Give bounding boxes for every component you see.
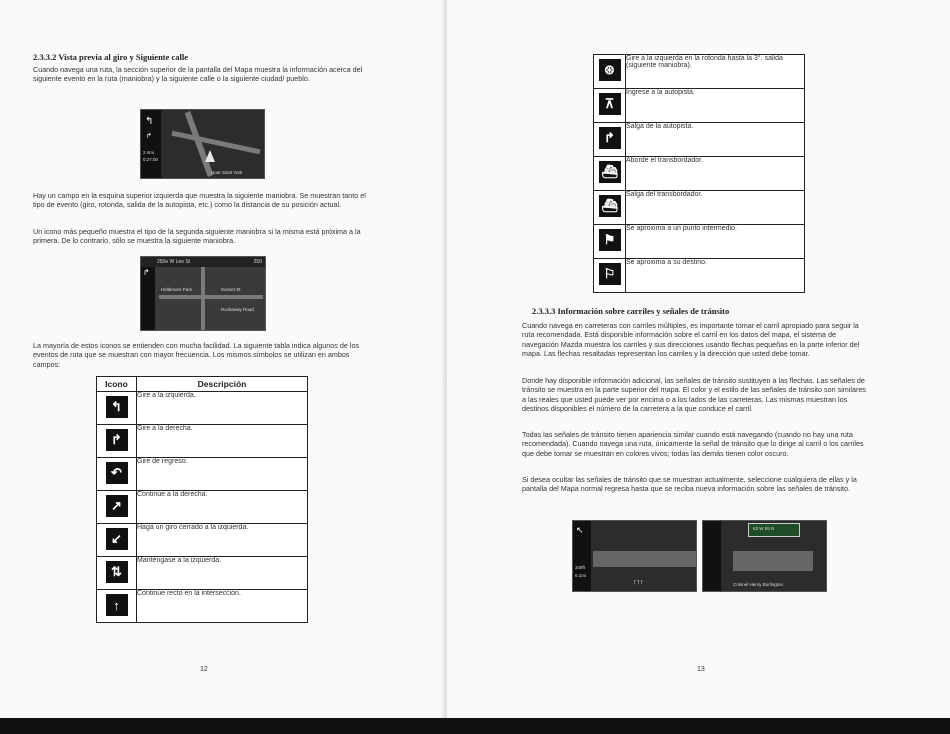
description-cell: Se aproxima a su destino.: [626, 259, 805, 293]
column-header-description: Descripción: [137, 377, 308, 392]
roundabout-icon: ⊛: [599, 59, 621, 81]
icon-cell: [97, 392, 137, 425]
book-edge-shadow: [0, 718, 950, 734]
left-page: [0, 0, 447, 718]
road: [733, 551, 813, 571]
turn-right-icon: ↱: [106, 429, 128, 451]
turn-right-icon: ↱: [143, 268, 150, 277]
time-readout: 0:27:00: [143, 157, 159, 162]
destination-flag-icon: ⚐: [599, 263, 621, 285]
traffic-sign-text: 63 W 65 N: [753, 526, 775, 531]
road: [159, 295, 263, 299]
table-row: [594, 157, 805, 191]
map-label: Hellemore Park: [161, 287, 193, 292]
description-cell: Continúe a la derecha.: [137, 491, 308, 524]
turn-left-icon: ↰: [106, 396, 128, 418]
road: [171, 131, 260, 155]
icon-cell: [594, 225, 626, 259]
street-label: Hoar Saint York: [211, 170, 243, 175]
map-screenshot-turn-preview: [140, 109, 265, 179]
icon-cell: [594, 55, 626, 89]
road: [201, 267, 205, 330]
description-cell: Aborde el transbordador.: [626, 157, 805, 191]
description-cell: Haga un giro cerrado a la izquierda.: [137, 524, 308, 557]
next-turn-icon: ↱: [146, 133, 152, 140]
road: [593, 551, 696, 567]
section-title: 2.3.3.2 Vista previa al giro y Siguiente calle: [33, 52, 189, 62]
right-page: [447, 0, 950, 718]
maneuver-icon-table-continued: [593, 54, 805, 293]
vehicle-arrow-icon: [205, 150, 215, 162]
page-number: 13: [697, 666, 705, 673]
icon-cell: [594, 89, 626, 123]
icon-cell: [594, 259, 626, 293]
table-row: [594, 123, 805, 157]
paragraph-hide-signs: Si desea ocultar las señales de tránsito que se muestran actualmente, seleccione cualquiera de ellas y la pantalla del Mapa normal regresa hasta que se reciba nueva información sobre las señales de tránsito.: [522, 475, 857, 494]
road: [185, 111, 214, 177]
icon-cell: [97, 458, 137, 491]
street-label: Colonel Henry Burlington: [733, 582, 784, 587]
description-cell: Salga del transbordador.: [626, 191, 805, 225]
icon-cell: [97, 491, 137, 524]
paragraph-sign-colors: Todas las señales de tránsito tienen apariencia similar cuando está navegando (cuando no hay una ruta recomendada). Cuando navega una ruta, únicamente la señal de tránsito que lo dirige al carril o los carriles que debe tomar se muestran en colores vivos; todas las demás tienen color oscuro.: [522, 430, 864, 458]
map-screenshot-lane-arrows: [572, 520, 697, 592]
table-row: [594, 191, 805, 225]
table-row: [97, 524, 308, 557]
table-row: [594, 89, 805, 123]
keep-left-icon: ⇅: [106, 561, 128, 583]
icon-cell: [97, 524, 137, 557]
map-label: Rockaway Road: [221, 307, 254, 312]
description-cell: Se aproxima a un punto intermedio.: [626, 225, 805, 259]
lane-arrows-icon: ↑↑↑: [633, 579, 644, 586]
board-ferry-icon: ⛴: [599, 161, 621, 183]
icon-cell: [97, 557, 137, 590]
description-cell: Gire a la izquierda.: [137, 392, 308, 425]
table-row: [97, 458, 308, 491]
straight-icon: ↑: [106, 594, 128, 616]
description-cell: Gire de regreso.: [137, 458, 308, 491]
table-row: [594, 259, 805, 293]
u-turn-icon: ↶: [106, 462, 128, 484]
intro-paragraph: Cuando navega una ruta, la sección superior de la pantalla del Mapa muestra la información acerca del siguiente evento en la ruta (maniobra) y la siguiente calle o la siguiente ciudad/ pueblo.: [33, 65, 363, 84]
column-header-icon: Icono: [97, 377, 137, 392]
bear-right-icon: ↗: [106, 495, 128, 517]
paragraph-second-maneuver: Un icono más pequeño muestra el tipo de la segunda siguiente maniobra si la misma está próxima a la primera. De lo contrario, sólo se muestra la siguiente maniobra.: [33, 227, 361, 246]
exit-highway-icon: ↱: [599, 127, 621, 149]
table-row: [97, 557, 308, 590]
icon-cell: [594, 157, 626, 191]
map-label: Sunset St: [221, 287, 241, 292]
icon-cell: [97, 590, 137, 623]
description-cell: Gire a la derecha.: [137, 425, 308, 458]
table-row: [594, 55, 805, 89]
paragraph-next-maneuver: Hay un campo en la esquina superior izquierda que muestra la siguiente maniobra. Se muestran tanto el tipo de evento (giro, rotonda, salida de la autopista, etc.) como la distancia de su posición actual.: [33, 191, 366, 210]
table-row: [97, 425, 308, 458]
description-cell: Manténgase a la izquierda.: [137, 557, 308, 590]
paragraph-traffic-signs: Donde hay disponible información adicional, las señales de tránsito sustituyen a las flechas. Las señales de tránsito se muestra en la parte superior del mapa. El color y el estilo de las señales de tránsito son similares a las reales que usted puede ver por encima o a los lados de las carreteras. Las mismas muestran los destinos disponibles el número de la carretera a la que conduce el carril.: [522, 376, 866, 413]
description-cell: Salga de la autopista.: [626, 123, 805, 157]
paragraph-lane-info: Cuando navega en carreteras con carriles múltiples, es importante tomar el carril apropiado para seguir la ruta recomendada. Está disponible información sobre el carril en los datos del mapa, el sistema de navegación Mazda muestra los carriles y sus direcciones usando flechas pequeñas en la parte inferior del mapa. Las flechas resaltadas representan los carriles y la dirección que usted debe tomar.: [522, 321, 860, 358]
description-cell: Continúe recto en la intersección.: [137, 590, 308, 623]
table-row: [97, 392, 308, 425]
section-title: 2.3.3.3 Información sobre carriles y señales de tránsito: [532, 306, 730, 316]
distance-readout: 349ft: [575, 565, 586, 570]
icon-cell: [594, 191, 626, 225]
enter-highway-icon: ⊼: [599, 93, 621, 115]
maneuver-panel: [703, 521, 721, 591]
icon-cell: [594, 123, 626, 157]
table-row: [97, 590, 308, 623]
icon-cell: [97, 425, 137, 458]
distance-readout: 250: [253, 259, 262, 265]
maneuver-icon-table: [96, 376, 308, 623]
turn-left-icon: ↰: [145, 116, 154, 127]
map-screenshot-signpost: [702, 520, 827, 592]
distance-readout: 2.4mi: [143, 150, 155, 155]
description-cell: Ingrese a la autopista.: [626, 89, 805, 123]
map-screenshot-second-maneuver: [140, 256, 266, 331]
description-cell: Gire a la izquierda en la rotonda hasta la 3°. salida (siguiente maniobra).: [626, 55, 805, 89]
table-row: [594, 225, 805, 259]
sharp-left-icon: ↙: [106, 528, 128, 550]
leave-ferry-icon: ⛴: [599, 195, 621, 217]
distance-sub-readout: 6.1mi: [575, 573, 587, 578]
keep-left-icon: ↖: [576, 525, 584, 535]
waypoint-flag-icon: ⚑: [599, 229, 621, 251]
table-row: [97, 491, 308, 524]
street-label: 250e W Lee St: [157, 259, 191, 265]
paragraph-icon-table-intro: La mayoría de estos iconos se entienden con mucha facilidad. La siguiente tabla indica algunos de los eventos de ruta que se muestran con mayor frecuencia. Los mismos símbolos se utilizan en ambos campos:: [33, 341, 360, 369]
page-number: 12: [200, 666, 208, 673]
